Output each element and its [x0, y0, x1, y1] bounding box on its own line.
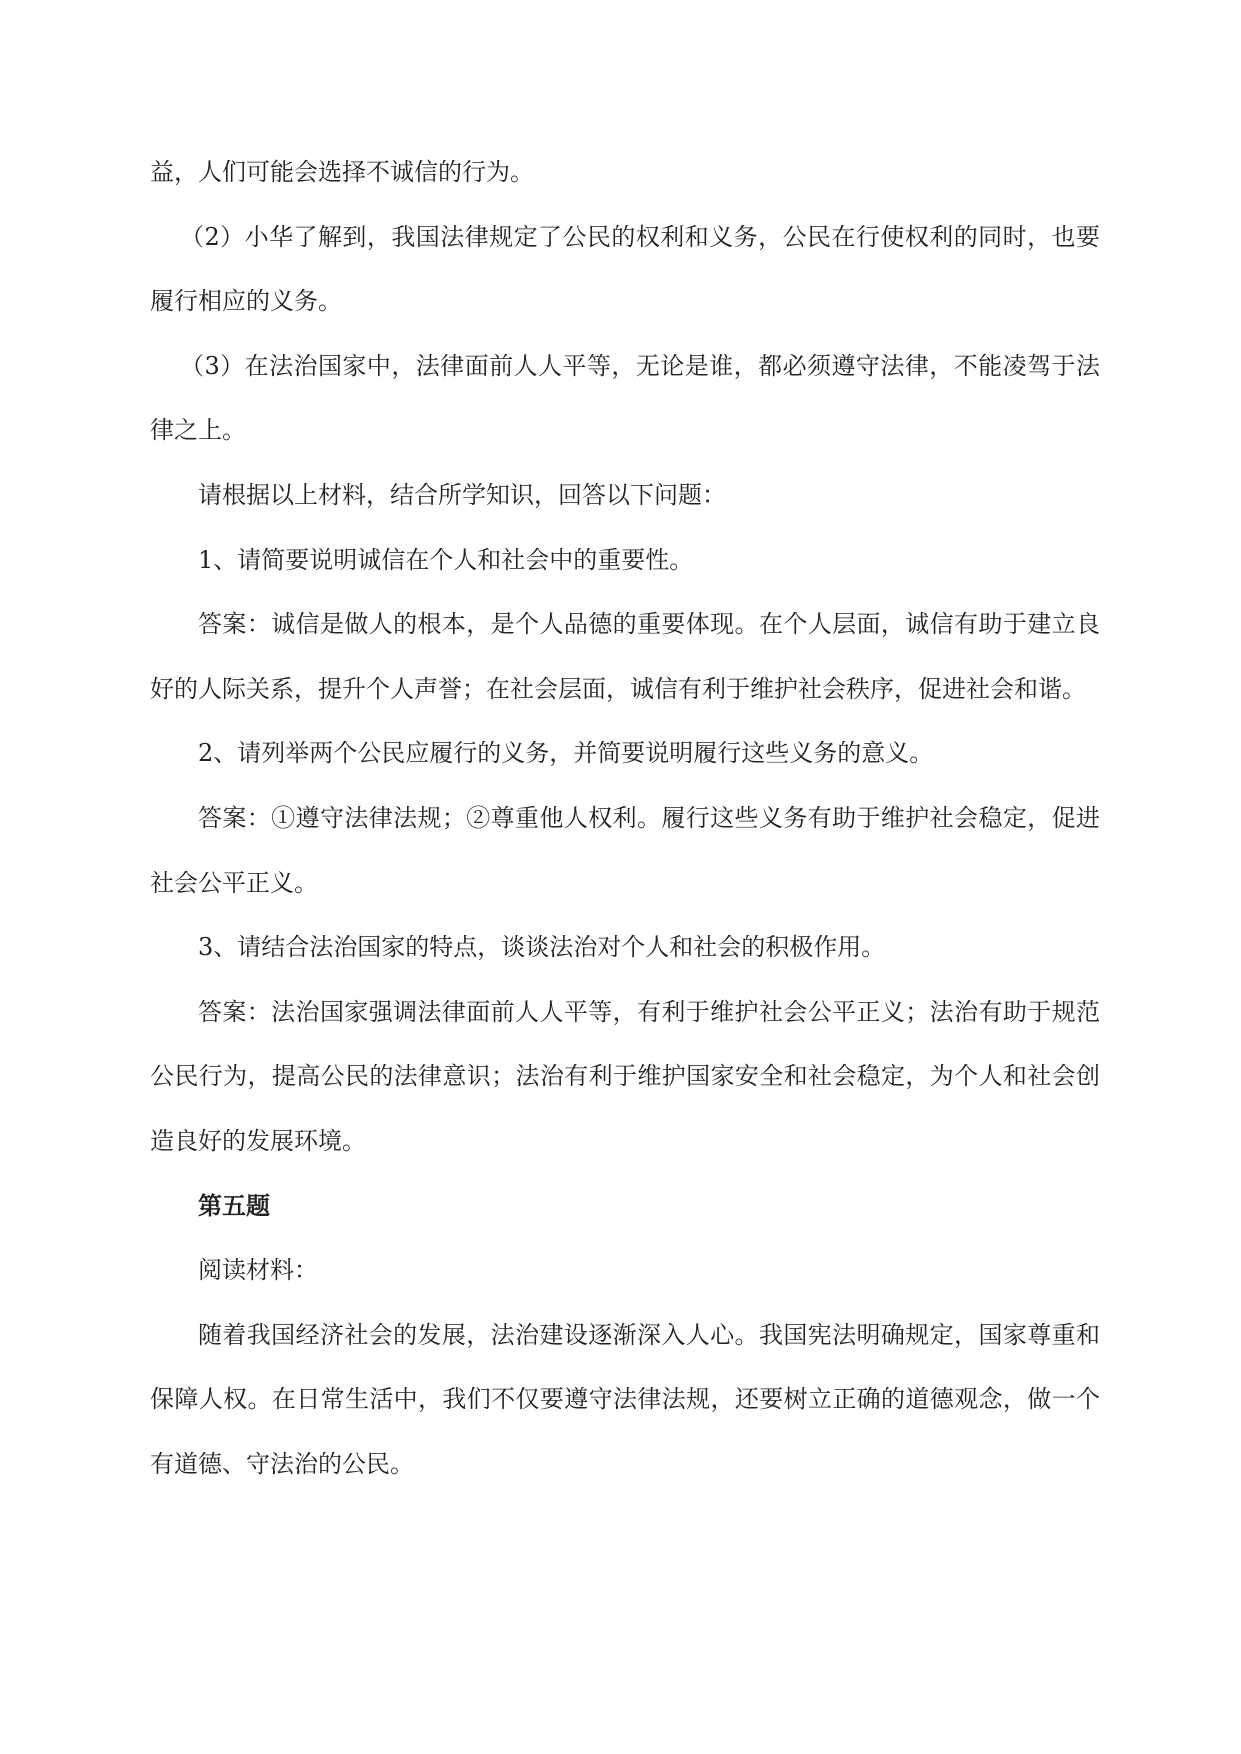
reading-material-label: 阅读材料：: [198, 1256, 318, 1285]
answer-2: 答案：①遵守法律法规；②尊重他人权利。履行这些义务有助于维护社会稳定，促进社会公平正义。: [150, 803, 1100, 897]
answer-3: 答案：法治国家强调法律面前人人平等，有利于维护社会公平正义；法治有助于规范公民行为，提高公民的法律意识；法治有利于维护国家安全和社会稳定，为个人和社会创造良好的发展环境。: [150, 997, 1100, 1155]
material-item-3: （3）在法治国家中，法律面前人人平等，无论是谁，都必须遵守法律，不能凌驾于法律之上。: [150, 351, 1100, 445]
question-instruction: 请根据以上材料，结合所学知识，回答以下问题：: [198, 480, 726, 509]
question-1: 1、请简要说明诚信在个人和社会中的重要性。: [198, 545, 694, 574]
material-item-2: （2）小华了解到，我国法律规定了公民的权利和义务，公民在行使权利的同时，也要履行相应的义务。: [150, 222, 1100, 316]
question-2: 2、请列举两个公民应履行的义务，并简要说明履行这些义务的意义。: [198, 739, 934, 768]
section-heading: 第五题: [198, 1191, 270, 1220]
question-3: 3、请结合法治国家的特点，谈谈法治对个人和社会的积极作用。: [198, 933, 886, 962]
reading-material-text: 随着我国经济社会的发展，法治建设逐渐深入人心。我国宪法明确规定，国家尊重和保障人权。在日常生活中，我们不仅要遵守法律法规，还要树立正确的道德观念，做一个有道德、守法治的公民。: [150, 1320, 1100, 1478]
document-page: [150, 140, 1100, 1496]
paragraph-continuation: 益，人们可能会选择不诚信的行为。: [150, 158, 534, 186]
answer-1: 答案：诚信是做人的根本，是个人品德的重要体现。在个人层面，诚信有助于建立良好的人际关系，提升个人声誉；在社会层面，诚信有利于维护社会秩序，促进社会和谐。: [150, 610, 1100, 703]
